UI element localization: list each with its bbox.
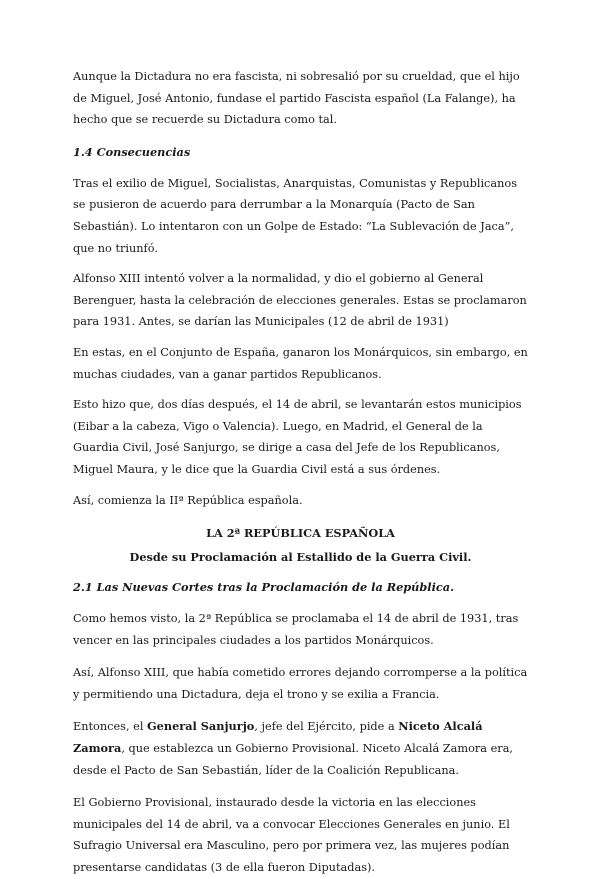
paragraph-14-abril: Esto hizo que, dos días después, el 14 de abril, se levantarán estos municipios (Eibar a la cabeza, Vigo o Valencia). Luego, en Madrid, el General de la Guardia Civil, José Sanjurgo, se dirige a casa del Jefe de los Republicanos, Miguel Maura, y le dice que la Guardia Civil está a sus órdenes. — [73, 398, 522, 476]
text-run: , que establezca un Gobierno Provisional. Niceto Alcalá Zamora era, desde el Pacto de San Sebastián, líder de la Coalición Republicana. — [73, 742, 514, 777]
chapter-title: LA 2ª REPÚBLICA ESPAÑOLA — [206, 526, 395, 541]
paragraph-exilio: Tras el exilio de Miguel, Socialistas, Anarquistas, Comunistas y Republicanos se pusieron de acuerdo para derrumbar a la Monarquía (Pacto de San Sebastián). Lo intentaron con un Golpe de Estado: “La Sublevación de Jaca”, que no triunfó. — [73, 176, 517, 255]
paragraph-exilio-francia: Así, Alfonso XIII, que había cometido errores dejando corromperse a la política y permitiendo una Dictadura, deja el trono y se exilia a Francia. — [73, 666, 528, 701]
paragraph-proclamacion: Como hemos visto, la 2ª República se proclamaba el 14 de abril de 1931, tras vencer en las principales ciudades a los partidos Monárquicos. — [73, 612, 519, 647]
bold-niceto-alcala-zamora: Niceto Alcalá Zamora — [73, 719, 483, 756]
text-run: , jefe del Ejército, pide a — [254, 720, 399, 734]
section-heading-2-1: 2.1 Las Nuevas Cortes tras la Proclamación de la República. — [73, 580, 455, 595]
text-run: Entonces, el — [73, 720, 148, 734]
section-heading-1-4: 1.4 Consecuencias — [73, 144, 191, 159]
paragraph-alfonso-xiii: Alfonso XIII intentó volver a la normalidad, y dio el gobierno al General Berenguer, hasta la celebración de elecciones generales. Estas se proclamaron para 1931. Antes, se darían las Municipales (12 de abril de 1931) — [73, 272, 527, 329]
bold-general-sanjurjo: General Sanjurjo — [147, 719, 255, 734]
paragraph-gobierno-provisional — [73, 716, 528, 781]
paragraph-comienza-republica: Así, comienza la IIª República española. — [73, 493, 303, 507]
paragraph-elecciones-generales: El Gobierno Provisional, instaurado desde la victoria en las elecciones municipales del 14 de abril, va a convocar Elecciones Generales en junio. El Sufragio Universal era Masculino, pero por primera vez, las mujeres podían presentarse candidatas (3 de ella fueron Diputadas). — [73, 796, 510, 875]
paragraph-municipales: En estas, en el Conjunto de España, ganaron los Monárquicos, sin embargo, en muchas ciudades, van a ganar partidos Republicanos. — [73, 345, 528, 381]
chapter-subtitle: Desde su Proclamación al Estallido de la Guerra Civil. — [129, 550, 472, 565]
intro-paragraph: Aunque la Dictadura no era fascista, ni sobresalió por su crueldad, que el hijo de Miguel, José Antonio, fundase el partido Fascista español (La Falange), ha hecho que se recuerde su Dictadura como tal. — [73, 70, 520, 127]
